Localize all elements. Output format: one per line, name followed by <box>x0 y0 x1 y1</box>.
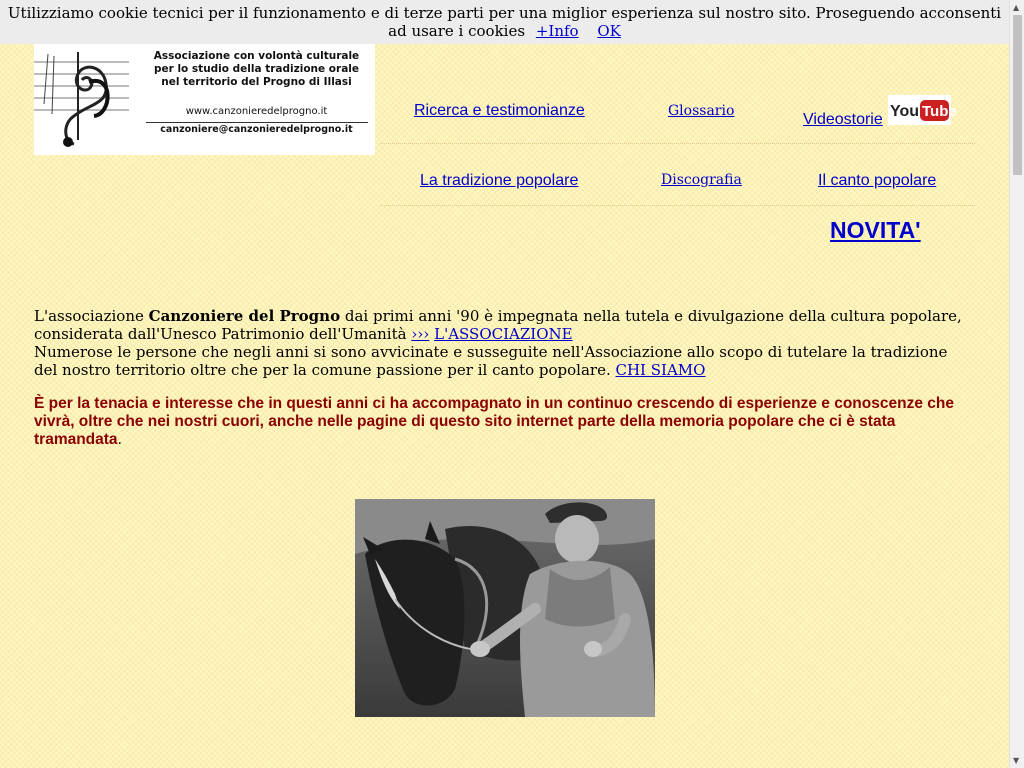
nav-canto-popolare[interactable]: Il canto popolare <box>818 172 937 189</box>
intro-text-1: dai primi anni '90 è impegnata nella tutela e divulgazione della cultura popolare, considerata dall'Unesco Patrimonio dell'Umanità <box>34 307 962 343</box>
nav-discografia[interactable]: Discografia <box>661 172 742 188</box>
site-logo <box>34 44 375 155</box>
logo-website: www.canzonieredelprogno.it <box>185 106 328 117</box>
highlight-end: . <box>117 431 122 448</box>
logo-email: canzoniere@canzonieredelprogno.it <box>160 124 353 135</box>
farmer-horse-image <box>355 499 655 717</box>
nav-separator-2 <box>380 205 975 206</box>
chi-siamo-link[interactable]: CHI SIAMO <box>615 361 706 379</box>
svg-text:You: You <box>890 103 920 120</box>
intro-paragraph <box>34 307 974 379</box>
logo-line-1: Associazione con volontà culturale <box>153 50 360 62</box>
nav-videostorie[interactable]: Videostorie <box>803 111 883 128</box>
logo-line-3: nel territorio del Progno di Illasi <box>161 76 352 88</box>
scroll-down-arrow-icon[interactable]: ▼ <box>1013 756 1020 765</box>
treble-clef-logo-icon <box>34 44 144 155</box>
intro-lead: L'associazione <box>34 307 149 325</box>
logo-description <box>144 50 369 89</box>
highlight-text: È per la tenacia e interesse che in questi anni ci ha accompagnato in un continuo crescendo di esperienze e conoscenze che vivrà, oltre che nei nostri cuori, anche nelle pagine di questo sito internet parte della memoria popolare che ci è stata tramandata <box>34 395 954 448</box>
cookie-ok-button[interactable]: OK <box>597 22 621 40</box>
cookie-more-info-link[interactable]: +Info <box>535 22 579 40</box>
nav-novita[interactable]: NOVITA' <box>830 217 921 243</box>
nav-glossario[interactable]: Glossario <box>668 103 735 119</box>
associazione-arrow-link[interactable]: ››› <box>411 325 430 343</box>
nav-separator-1 <box>380 143 975 144</box>
cookie-message: Utilizziamo cookie tecnici per il funzionamento e di terze parti per una miglior esperienza sul nostro sito. Proseguendo acconsenti ad usare i cookies <box>7 4 1002 40</box>
farmer-with-horse-photo <box>355 499 655 717</box>
nav-ricerca-testimonianze[interactable]: Ricerca e testimonianze <box>414 102 585 119</box>
scroll-up-arrow-icon[interactable]: ▲ <box>1013 3 1020 12</box>
cookie-banner <box>0 0 1009 44</box>
svg-text:Tube: Tube <box>922 103 957 120</box>
highlight-paragraph <box>34 395 974 449</box>
intro-text-2: Numerose le persone che negli anni si sono avvicinate e susseguite nell'Associazione allo scopo di tutelare la tradizione del nostro territorio oltre che per la comune passione per il canto popolare. <box>34 343 948 379</box>
logo-line-2: per lo studio della tradizione orale <box>153 63 360 75</box>
associazione-link[interactable]: L'ASSOCIAZIONE <box>434 325 573 343</box>
nav-tradizione-popolare[interactable]: La tradizione popolare <box>420 172 579 189</box>
logo-divider <box>146 122 368 123</box>
youtube-logo-icon[interactable] <box>888 95 957 125</box>
vertical-scrollbar[interactable] <box>1009 0 1024 768</box>
association-name: Canzoniere del Progno <box>148 307 341 325</box>
scrollbar-thumb[interactable] <box>1013 15 1022 175</box>
